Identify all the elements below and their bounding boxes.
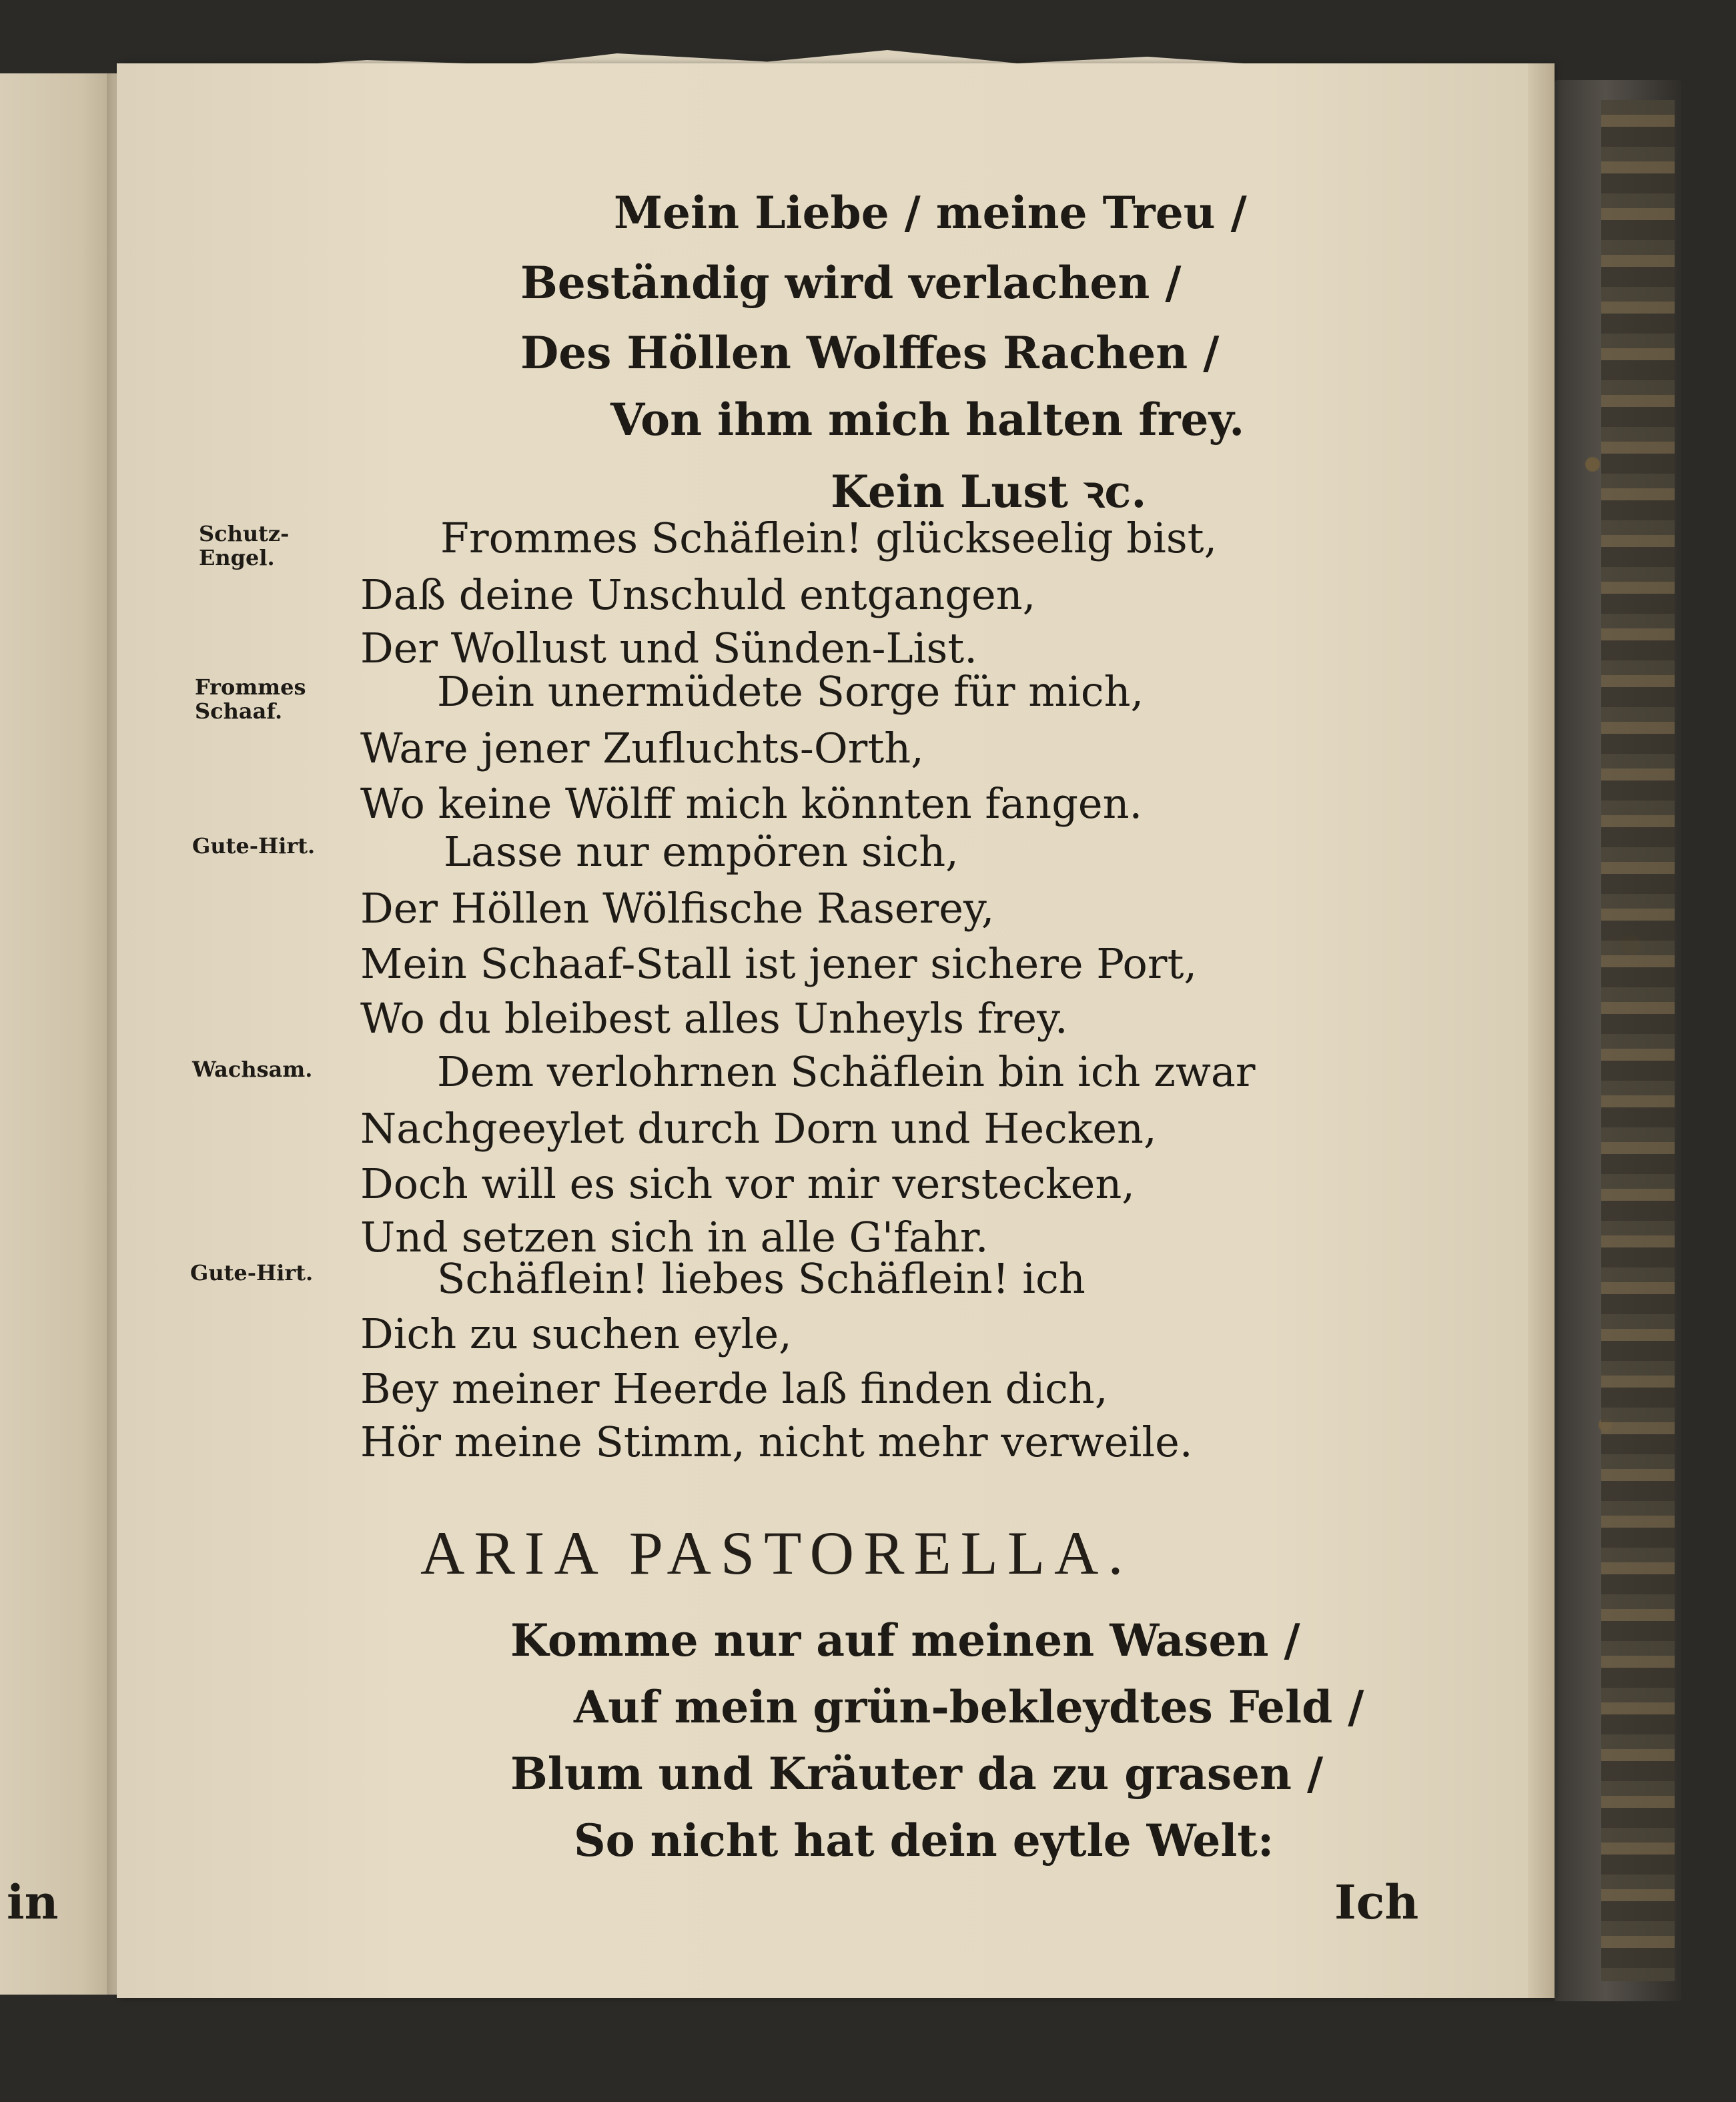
- aria-verse-line: Komme nur auf meinen Wasen /: [510, 1614, 1300, 1666]
- dialogue-line: Mein Schaaf-Stall ist jener sichere Port,: [360, 939, 1198, 988]
- dialogue-line: Dem verlohrnen Schäflein bin ich zwar: [437, 1047, 1256, 1096]
- dialogue-line: Schäflein! liebes Schäflein! ich: [437, 1254, 1086, 1303]
- dialogue-line: Wo du bleibest alles Unheyls frey.: [360, 994, 1068, 1043]
- speaker-label: Gute-Hirt.: [192, 833, 316, 859]
- dialogue-line: Der Wollust und Sünden-List.: [360, 624, 977, 672]
- left-facing-page: [0, 73, 117, 1995]
- verse-line: Mein Liebe / meine Treu /: [614, 187, 1247, 239]
- verse-line: Von ihm mich halten frey.: [610, 394, 1245, 446]
- page-edge-fold: [1528, 63, 1555, 1998]
- speaker-label: Wachsam.: [192, 1057, 313, 1082]
- left-page-fragment: in: [7, 1875, 59, 1930]
- verse-line: Beständig wird verlachen /: [520, 257, 1182, 309]
- dialogue-line: Frommes Schäflein! glückseelig bist,: [440, 514, 1218, 562]
- dialogue-line: Und setzen sich in alle G'fahr.: [360, 1213, 989, 1261]
- dialogue-line: Wo keine Wölff mich könnten fangen.: [360, 779, 1143, 828]
- aria-verse-line: Auf mein grün-bekleydtes Feld /: [574, 1681, 1364, 1733]
- dialogue-line: Hör meine Stimm, nicht mehr verweile.: [360, 1418, 1193, 1466]
- aria-verse-line: Blum und Kräuter da zu grasen /: [510, 1748, 1324, 1800]
- speaker-label: Schutz-Engel.: [199, 521, 290, 570]
- dialogue-line: Ware jener Zufluchts-Orth,: [360, 724, 924, 772]
- verse-line: Des Höllen Wolffes Rachen /: [520, 327, 1220, 379]
- catchword: Ich: [1334, 1875, 1419, 1930]
- speaker-label: Gute-Hirt.: [190, 1260, 314, 1285]
- aria-verse-line: So nicht hat dein eytle Welt:: [574, 1814, 1274, 1867]
- dialogue-line: Dich zu suchen eyle,: [360, 1309, 792, 1358]
- marbled-cover-edge: [1601, 100, 1675, 1981]
- dialogue-line: Nachgeeylet durch Dorn und Hecken,: [360, 1104, 1157, 1153]
- dialogue-line: Dein unermüdete Sorge für mich,: [437, 667, 1144, 716]
- dialogue-line: Daß deine Unschuld entgangen,: [360, 570, 1036, 619]
- dialogue-line: Bey meiner Heerde laß finden dich,: [360, 1364, 1108, 1413]
- dialogue-line: Lasse nur empören sich,: [444, 827, 959, 876]
- dialogue-line: Doch will es sich vor mir verstecken,: [360, 1159, 1135, 1208]
- aria-title: ARIA PASTORELLA.: [420, 1519, 1133, 1587]
- verse-refrain: Kein Lust ꝛc.: [831, 466, 1147, 518]
- speaker-label: Frommes Schaaf.: [195, 674, 306, 724]
- dialogue-line: Der Höllen Wölfische Raserey,: [360, 884, 995, 933]
